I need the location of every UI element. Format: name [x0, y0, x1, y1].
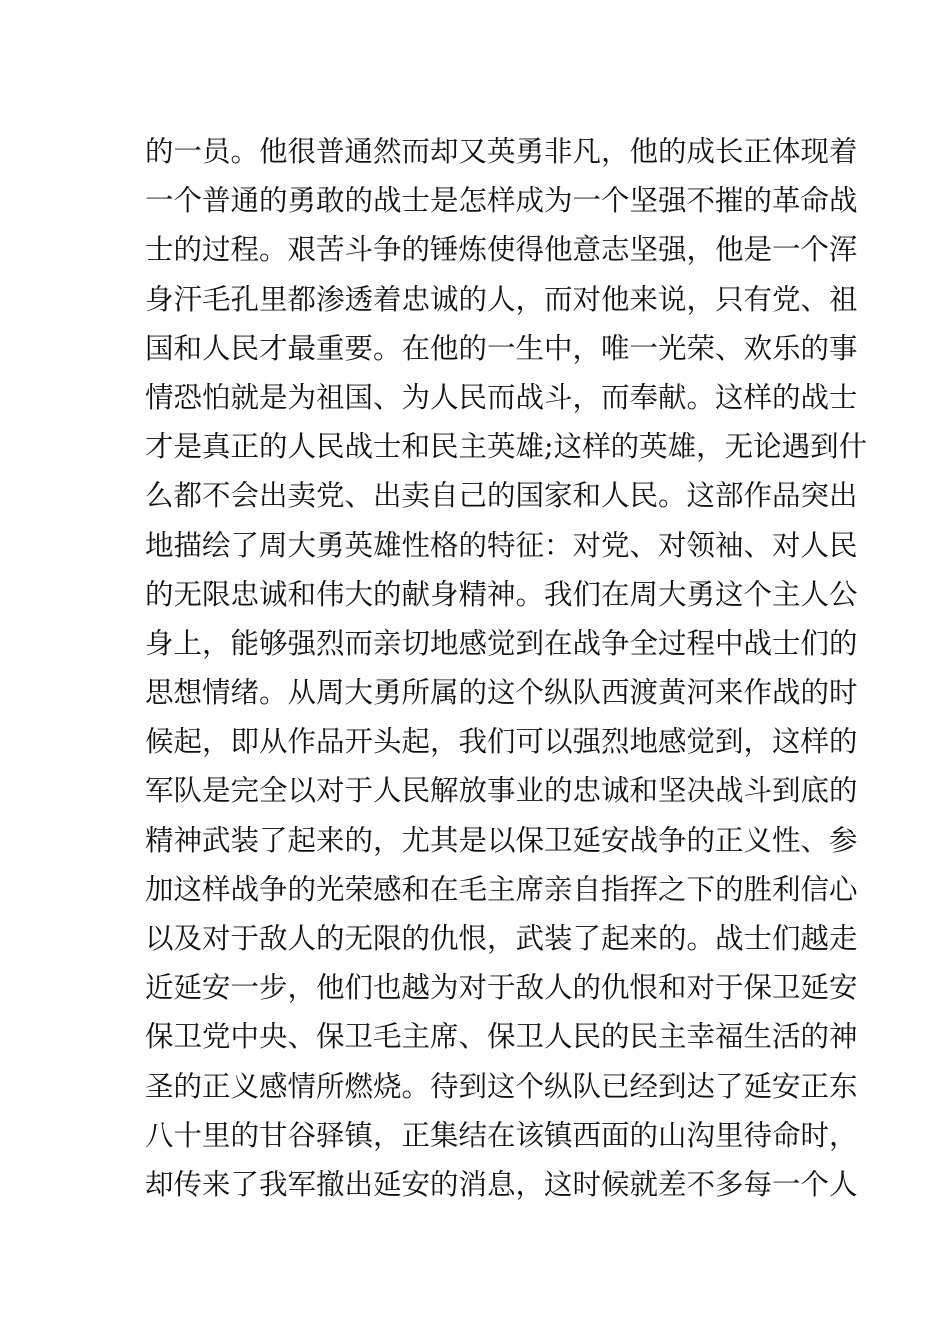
text-line: 以及对于敌人的无限的仇恨，武装了起来的。战士们越走 — [145, 922, 858, 955]
text-line: 精神武装了起来的，尤其是以保卫延安战争的正义性、参 — [145, 823, 858, 857]
text-line: 么都不会出卖党、出卖自己的国家和人民。这部作品突出 — [145, 479, 858, 513]
text-line: 的无限忠诚和伟大的献身精神。我们在周大勇这个主人公 — [145, 577, 858, 611]
text-line: 士的过程。艰苦斗争的锤炼使得他意志坚强，他是一个浑 — [145, 233, 858, 267]
text-line: 才是真正的人民战士和民主英雄;这样的英雄，无论遇到什 — [145, 430, 868, 464]
text-line: 保卫党中央、保卫毛主席、保卫人民的民主幸福生活的神 — [145, 1020, 858, 1054]
text-line: 国和人民才最重要。在他的一生中，唯一光荣、欢乐的事 — [145, 331, 858, 365]
text-line: 军队是完全以对于人民解放事业的忠诚和坚决战斗到底的 — [145, 774, 858, 808]
text-line: 近延安一步，他们也越为对于敌人的仇恨和对于保卫延安 — [145, 971, 858, 1005]
text-line: 身汗毛孔里都渗透着忠诚的人，而对他来说，只有党、祖 — [145, 282, 858, 316]
text-line: 的一员。他很普通然而却又英勇非凡，他的成长正体现着 — [145, 135, 858, 168]
text-line: 身上，能够强烈而亲切地感觉到在战争全过程中战士们的 — [145, 626, 858, 660]
text-line: 情恐怕就是为祖国、为人民而战斗，而奉献。这样的战士 — [145, 380, 858, 414]
text-line: 一个普通的勇敢的战士是怎样成为一个坚强不摧的革命战 — [145, 184, 858, 218]
text-line: 地描绘了周大勇英雄性格的特征：对党、对领袖、对人民 — [145, 528, 858, 562]
body-text — [145, 127, 868, 1209]
text-line: 八十里的甘谷驿镇，正集结在该镇西面的山沟里待命时， — [145, 1118, 858, 1152]
text-line: 候起，即从作品开头起，我们可以强烈地感觉到，这样的 — [145, 725, 858, 759]
text-line: 加这样战争的光荣感和在毛主席亲自指挥之下的胜利信心 — [145, 872, 858, 906]
text-line: 思想情绪。从周大勇所属的这个纵队西渡黄河来作战的时 — [145, 676, 858, 710]
text-line: 圣的正义感情所燃烧。待到这个纵队已经到达了延安正东 — [145, 1069, 858, 1103]
text-line: 却传来了我军撤出延安的消息，这时候就差不多每一个人 — [145, 1167, 858, 1201]
